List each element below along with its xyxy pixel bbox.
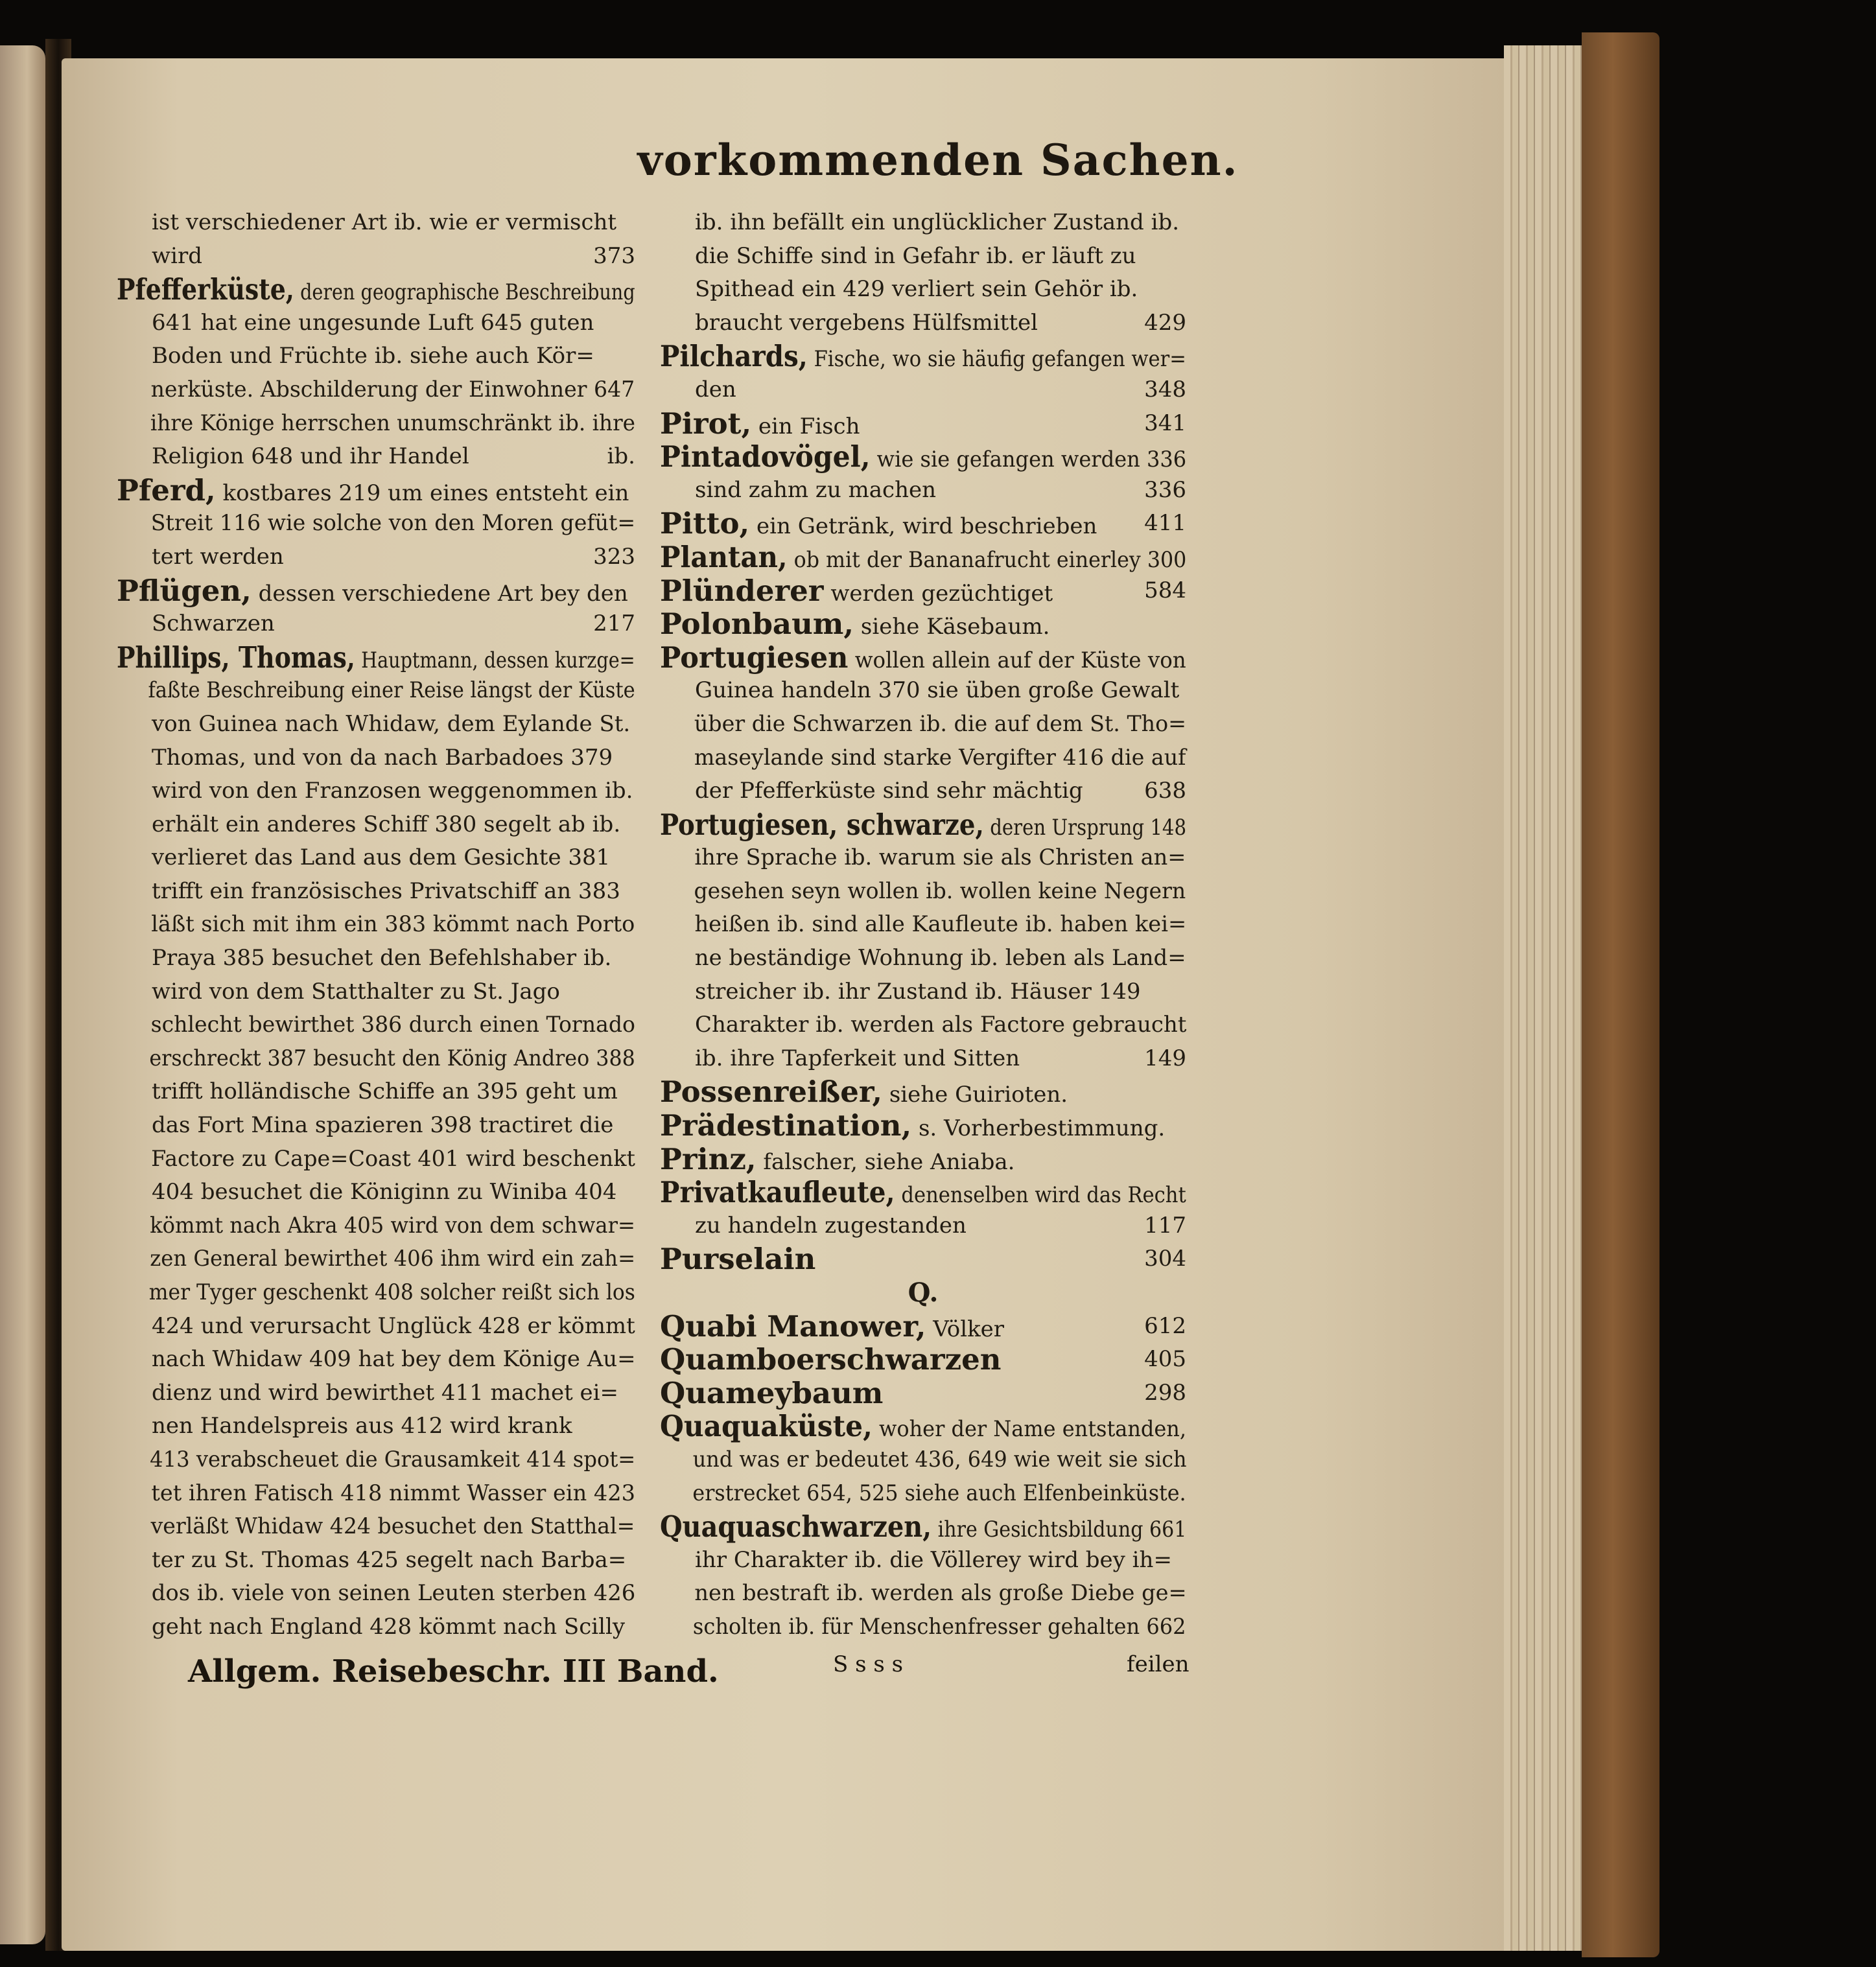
entry-text: Praya 385 besuchet den Befehlshaber ib. [152,945,612,972]
index-line [117,340,635,373]
index-entry-line [660,1409,1187,1444]
index-entry-line [117,640,635,675]
entry-headword: Privatkaufleute, [660,1175,895,1210]
right-column [660,206,1186,1644]
index-entry-line [660,574,1186,608]
entry-text: nen bestraft ib. werden als große Diebe ge= [694,1580,1187,1607]
entry-text: erstrecket 654, 525 siehe auch Elfenbeinküste. [692,1480,1186,1506]
index-line [117,674,635,708]
entry-text: ein Fisch [751,413,860,439]
entry-text: ib. ihn befällt ein unglücklicher Zustand ib. [695,209,1180,235]
facing-page-edge [0,45,45,1944]
page-reference: 217 [593,611,635,637]
page-reference: 348 [1144,376,1186,402]
entry-text: tert werden [152,543,284,570]
index-line [660,741,1186,775]
entry-text: Guinea handeln 370 sie üben große Gewalt [695,677,1180,704]
entry-text: heißen ib. sind alle Kaufleute ib. haben kei= [694,911,1187,938]
index-entry-line [660,407,1186,441]
entry-text: verläßt Whidaw 424 besuchet den Statthal= [150,1513,635,1540]
index-entry-line [660,1377,1186,1410]
index-line [117,1008,635,1042]
entry-text: geht nach England 428 kömmt nach Scilly [152,1613,626,1640]
entry-text: scholten ib. für Menschenfresser gehalten 662 [692,1613,1186,1640]
entry-text: 641 hat eine ungesunde Luft 645 guten [152,309,594,336]
entry-headword: Portugiesen, schwarze, [660,807,984,842]
index-line [117,808,635,842]
entry-text: Fische, wo sie häufig gefangen wer= [807,346,1186,373]
index-line [660,1577,1187,1611]
index-entry-line [660,1310,1186,1344]
index-line [660,273,1186,307]
index-line [117,1343,634,1377]
page-reference: 304 [1144,1246,1186,1272]
entry-text: wie sie gefangen werden 336 [870,447,1187,473]
entry-text: Boden und Früchte ib. siehe auch Kör= [152,343,594,369]
entry-text: und was er bedeutet 436, 649 wie weit sie sich [692,1446,1187,1472]
index-line [117,607,635,641]
index-line [117,1510,635,1544]
index-line [117,1075,635,1109]
entry-text: mer Tyger geschenkt 408 solcher reißt sich los [148,1279,635,1305]
entry-text: falscher, siehe Aniaba. [756,1148,1015,1175]
page-reference: 323 [593,543,635,570]
index-line [660,908,1187,942]
page-reference: 298 [1144,1379,1186,1406]
page-reference: 336 [1144,476,1186,503]
entry-text: siehe Käsebaum. [854,614,1050,640]
entry-text: wollen allein auf der Küste von [848,647,1186,673]
page-reference: 612 [1144,1312,1186,1339]
entry-text: Factore zu Cape=Coast 401 wird beschenkt [151,1145,635,1172]
entry-headword: Pintadovögel, [660,439,871,474]
index-line [117,1410,635,1443]
entry-text: 413 verabscheuet die Grausamkeit 414 spot= [150,1446,636,1472]
index-line [117,1577,636,1611]
entry-text: ihre Gesichtsbildung 661 [932,1517,1187,1543]
index-line [660,1443,1187,1477]
entry-text: Religion 648 und ihr Handel [152,443,469,470]
entry-headword: Possenreißer, [660,1075,883,1110]
entry-text: dos ib. viele von seinen Leuten sterben 426 [151,1580,636,1607]
entry-text: ist verschiedener Art ib. wie er vermischt [152,209,617,235]
entry-text: nach Whidaw 409 hat bey dem Könige Au= [151,1346,636,1373]
index-line [660,1477,1186,1511]
entry-text: s. Vorherbestimmung. [911,1115,1166,1142]
index-line [117,1477,636,1511]
index-line [117,1143,635,1176]
running-header: vorkommenden Sachen. [637,135,1239,185]
catchword: feilen [1127,1651,1190,1677]
index-line [117,1209,635,1243]
index-line [117,942,635,975]
entry-headword: Prinz, [660,1141,756,1176]
entry-headword: Polonbaum, [660,607,854,642]
entry-text: wird von den Franzosen weggenommen ib. [152,778,633,804]
entry-text: denenselben wird das Recht [895,1182,1186,1209]
index-line [660,240,1186,274]
entry-text: verlieret das Land aus dem Gesichte 381 [152,844,611,871]
page-reference: 341 [1144,410,1186,436]
entry-text: 404 besuchet die Königinn zu Winiba 404 [152,1179,617,1205]
entry-text: der Pfefferküste sind sehr mächtig [695,778,1083,804]
index-line [117,708,635,741]
entry-text: ihre Sprache ib. warum sie als Christen an= [694,844,1186,871]
index-line [117,206,635,240]
index-line [117,1276,635,1310]
entry-text: kömmt nach Akra 405 wird von dem schwar= [150,1212,635,1239]
entry-text: läßt sich mit ihm ein 383 kömmt nach Porto [151,911,635,938]
index-line [660,1042,1186,1076]
index-entry-line [660,507,1186,541]
entry-text: kostbares 219 um eines entsteht ein [215,480,629,506]
left-column [117,206,635,1644]
index-line [660,774,1186,808]
index-line [117,1310,635,1344]
page-reference: 373 [593,242,635,269]
index-entry-line [660,439,1187,474]
entry-headword: Pferd, [117,472,216,507]
page-reference: 405 [1144,1346,1186,1373]
entry-text: zen General bewirthet 406 ihm wird ein zah= [150,1246,636,1272]
entry-text: von Guinea nach Whidaw, dem Eylande St. [152,710,631,737]
entry-text: deren Ursprung 148 [983,814,1187,841]
entry-text: trifft holländische Schiffe an 395 geht um [152,1078,618,1105]
page-edges [1504,45,1582,1951]
index-entry-line [660,1509,1187,1544]
index-line [117,1611,635,1644]
index-line [117,975,635,1009]
entry-headword: Pitto, [660,506,750,541]
entry-text: Thomas, und von da nach Barbadoes 379 [152,744,613,771]
entry-text: trifft ein französisches Privatschiff an 383 [152,878,620,904]
index-entry-line [660,1109,1186,1143]
index-line [117,908,635,942]
index-line [660,474,1186,507]
entry-text: woher der Name entstanden, [872,1416,1187,1443]
index-line [117,307,635,340]
page-reference: ib. [607,443,635,470]
entry-headword: Pilchards, [660,339,808,374]
entry-text: sind zahm zu machen [695,476,937,503]
entry-text: faßte Beschreibung einer Reise längst der Küste [148,677,635,704]
index-line [660,206,1186,240]
entry-text: ter zu St. Thomas 425 segelt nach Barba= [152,1546,627,1573]
entry-text: nen Handelspreis aus 412 wird krank [152,1413,572,1439]
index-line [117,1109,635,1143]
page-reference: 638 [1144,778,1186,804]
entry-text: Spithead ein 429 verliert sein Gehör ib. [695,276,1138,303]
entry-text: Hauptmann, dessen kurzge= [355,647,635,673]
index-line [117,1242,636,1276]
entry-headword: Pflügen, [117,573,252,608]
entry-headword: Quameybaum [660,1375,884,1410]
index-entry-line [660,607,1186,641]
index-line [117,373,635,407]
entry-headword: Quaquaschwarzen, [660,1509,932,1544]
book-cover-edge [1582,32,1659,1957]
index-entry-line [660,1143,1186,1176]
entry-text: deren geographische Beschreibung [294,279,635,306]
index-entry-line [117,272,635,307]
signature-mark: S s s s [833,1651,904,1677]
entry-text: dienz und wird bewirthet 411 machet ei= [152,1379,619,1406]
entry-text: ihre Könige herrschen unumschränkt ib. ihre [150,410,635,436]
entry-headword: Quaquaküste, [660,1409,873,1444]
entry-text: erhält ein anderes Schiff 380 segelt ab ib. [152,811,621,837]
entry-text: ein Getränk, wird beschrieben [749,513,1097,540]
index-line [117,541,635,574]
entry-headword: Pfefferküste, [117,272,295,307]
entry-headword: Portugiesen [660,640,849,675]
index-line [117,1544,635,1577]
entry-text: ib. ihre Tapferkeit und Sitten [695,1045,1020,1071]
index-line [660,307,1186,340]
index-entry-line [117,474,635,507]
entry-text: maseylande sind starke Vergifter 416 die auf [694,744,1186,771]
entry-text: dessen verschiedene Art bey den [251,580,628,607]
entry-text: wird [152,242,202,269]
index-line [660,373,1186,407]
page-reference: 429 [1144,309,1186,336]
index-entry-line [660,1343,1186,1377]
entry-text: Streit 116 wie solche von den Moren gefüt= [150,510,636,537]
entry-text: gesehen seyn wollen ib. wollen keine Negern [694,878,1186,904]
entry-headword: Plantan, [660,539,788,574]
index-line [117,741,635,775]
entry-text: nerküste. Abschilderung der Einwohner 647 [150,376,635,402]
entry-headword: Plünderer [660,573,824,608]
entry-headword: Prädestination, [660,1108,912,1143]
entry-text: Schwarzen [152,611,275,637]
index-line [660,674,1186,708]
page-reference: 117 [1144,1212,1186,1239]
index-line [660,841,1186,875]
index-line [660,875,1186,909]
volume-footer: Allgem. Reisebeschr. III Band. [188,1653,719,1690]
section-letter: Q. [908,1277,939,1308]
entry-headword: Quabi Manower, [660,1309,926,1344]
index-line [117,440,635,474]
index-line [660,1209,1186,1243]
index-line [660,942,1184,975]
entry-text: die Schiffe sind in Gefahr ib. er läuft zu [695,242,1136,269]
entry-text: den [695,376,736,402]
index-line [117,841,635,875]
entry-text: wird von dem Statthalter zu St. Jago [152,978,560,1005]
entry-text: siehe Guirioten. [882,1082,1068,1108]
entry-text: werden gezüchtiget [823,580,1053,607]
entry-text: Charakter ib. werden als Factore gebraucht [695,1012,1187,1038]
index-entry-line [660,1242,1186,1276]
page-reference: 584 [1144,577,1186,603]
index-line [117,1042,635,1076]
entry-text: zu handeln zugestanden [695,1212,967,1239]
entry-text: tet ihren Fatisch 418 nimmt Wasser ein 423 [151,1480,636,1506]
index-line [117,507,636,541]
entry-text: das Fort Mina spazieren 398 tractiret die [152,1112,614,1139]
index-line [660,1611,1186,1644]
entry-text: ob mit der Bananafrucht einerley 300 [787,546,1187,573]
index-line [660,975,1186,1009]
index-entry-line [117,574,635,608]
index-entry-line [660,339,1186,374]
entry-text: streicher ib. ihr Zustand ib. Häuser 149 [695,978,1141,1005]
page-reference: 411 [1144,510,1186,537]
entry-headword: Pirot, [660,406,752,441]
entry-text: ne beständige Wohnung ib. leben als Land= [694,945,1186,972]
index-line [117,1176,635,1209]
index-entry-line [660,640,1186,675]
entry-text: Völker [926,1316,1005,1342]
entry-headword: Quamboerschwarzen [660,1342,1002,1377]
entry-text: 424 und verursacht Unglück 428 er kömmt [151,1312,635,1339]
index-line [117,774,635,808]
index-line [117,407,635,441]
index-line [117,1377,635,1410]
page-reference: 149 [1144,1045,1186,1071]
entry-text: schlecht bewirthet 386 durch einen Tornado [150,1012,635,1038]
index-line [660,1008,1186,1042]
index-entry-line [660,539,1187,574]
index-line [117,1443,636,1477]
entry-text: über die Schwarzen ib. die auf dem St. Tho= [694,710,1187,737]
index-entry-line [660,1075,1186,1109]
entry-text: ihr Charakter ib. die Völlerey wird bey ih= [695,1546,1172,1573]
entry-text: erschreckt 387 besucht den König Andreo 388 [149,1045,635,1071]
index-line [117,875,635,909]
index-entry-line [660,807,1187,842]
index-line [117,240,635,274]
entry-headword: Phillips, Thomas, [117,640,356,675]
index-entry-line [660,1175,1186,1210]
index-line [660,1544,1186,1577]
index-line [660,708,1187,741]
entry-text: braucht vergebens Hülfsmittel [695,309,1038,336]
entry-headword: Purselain [660,1242,816,1277]
